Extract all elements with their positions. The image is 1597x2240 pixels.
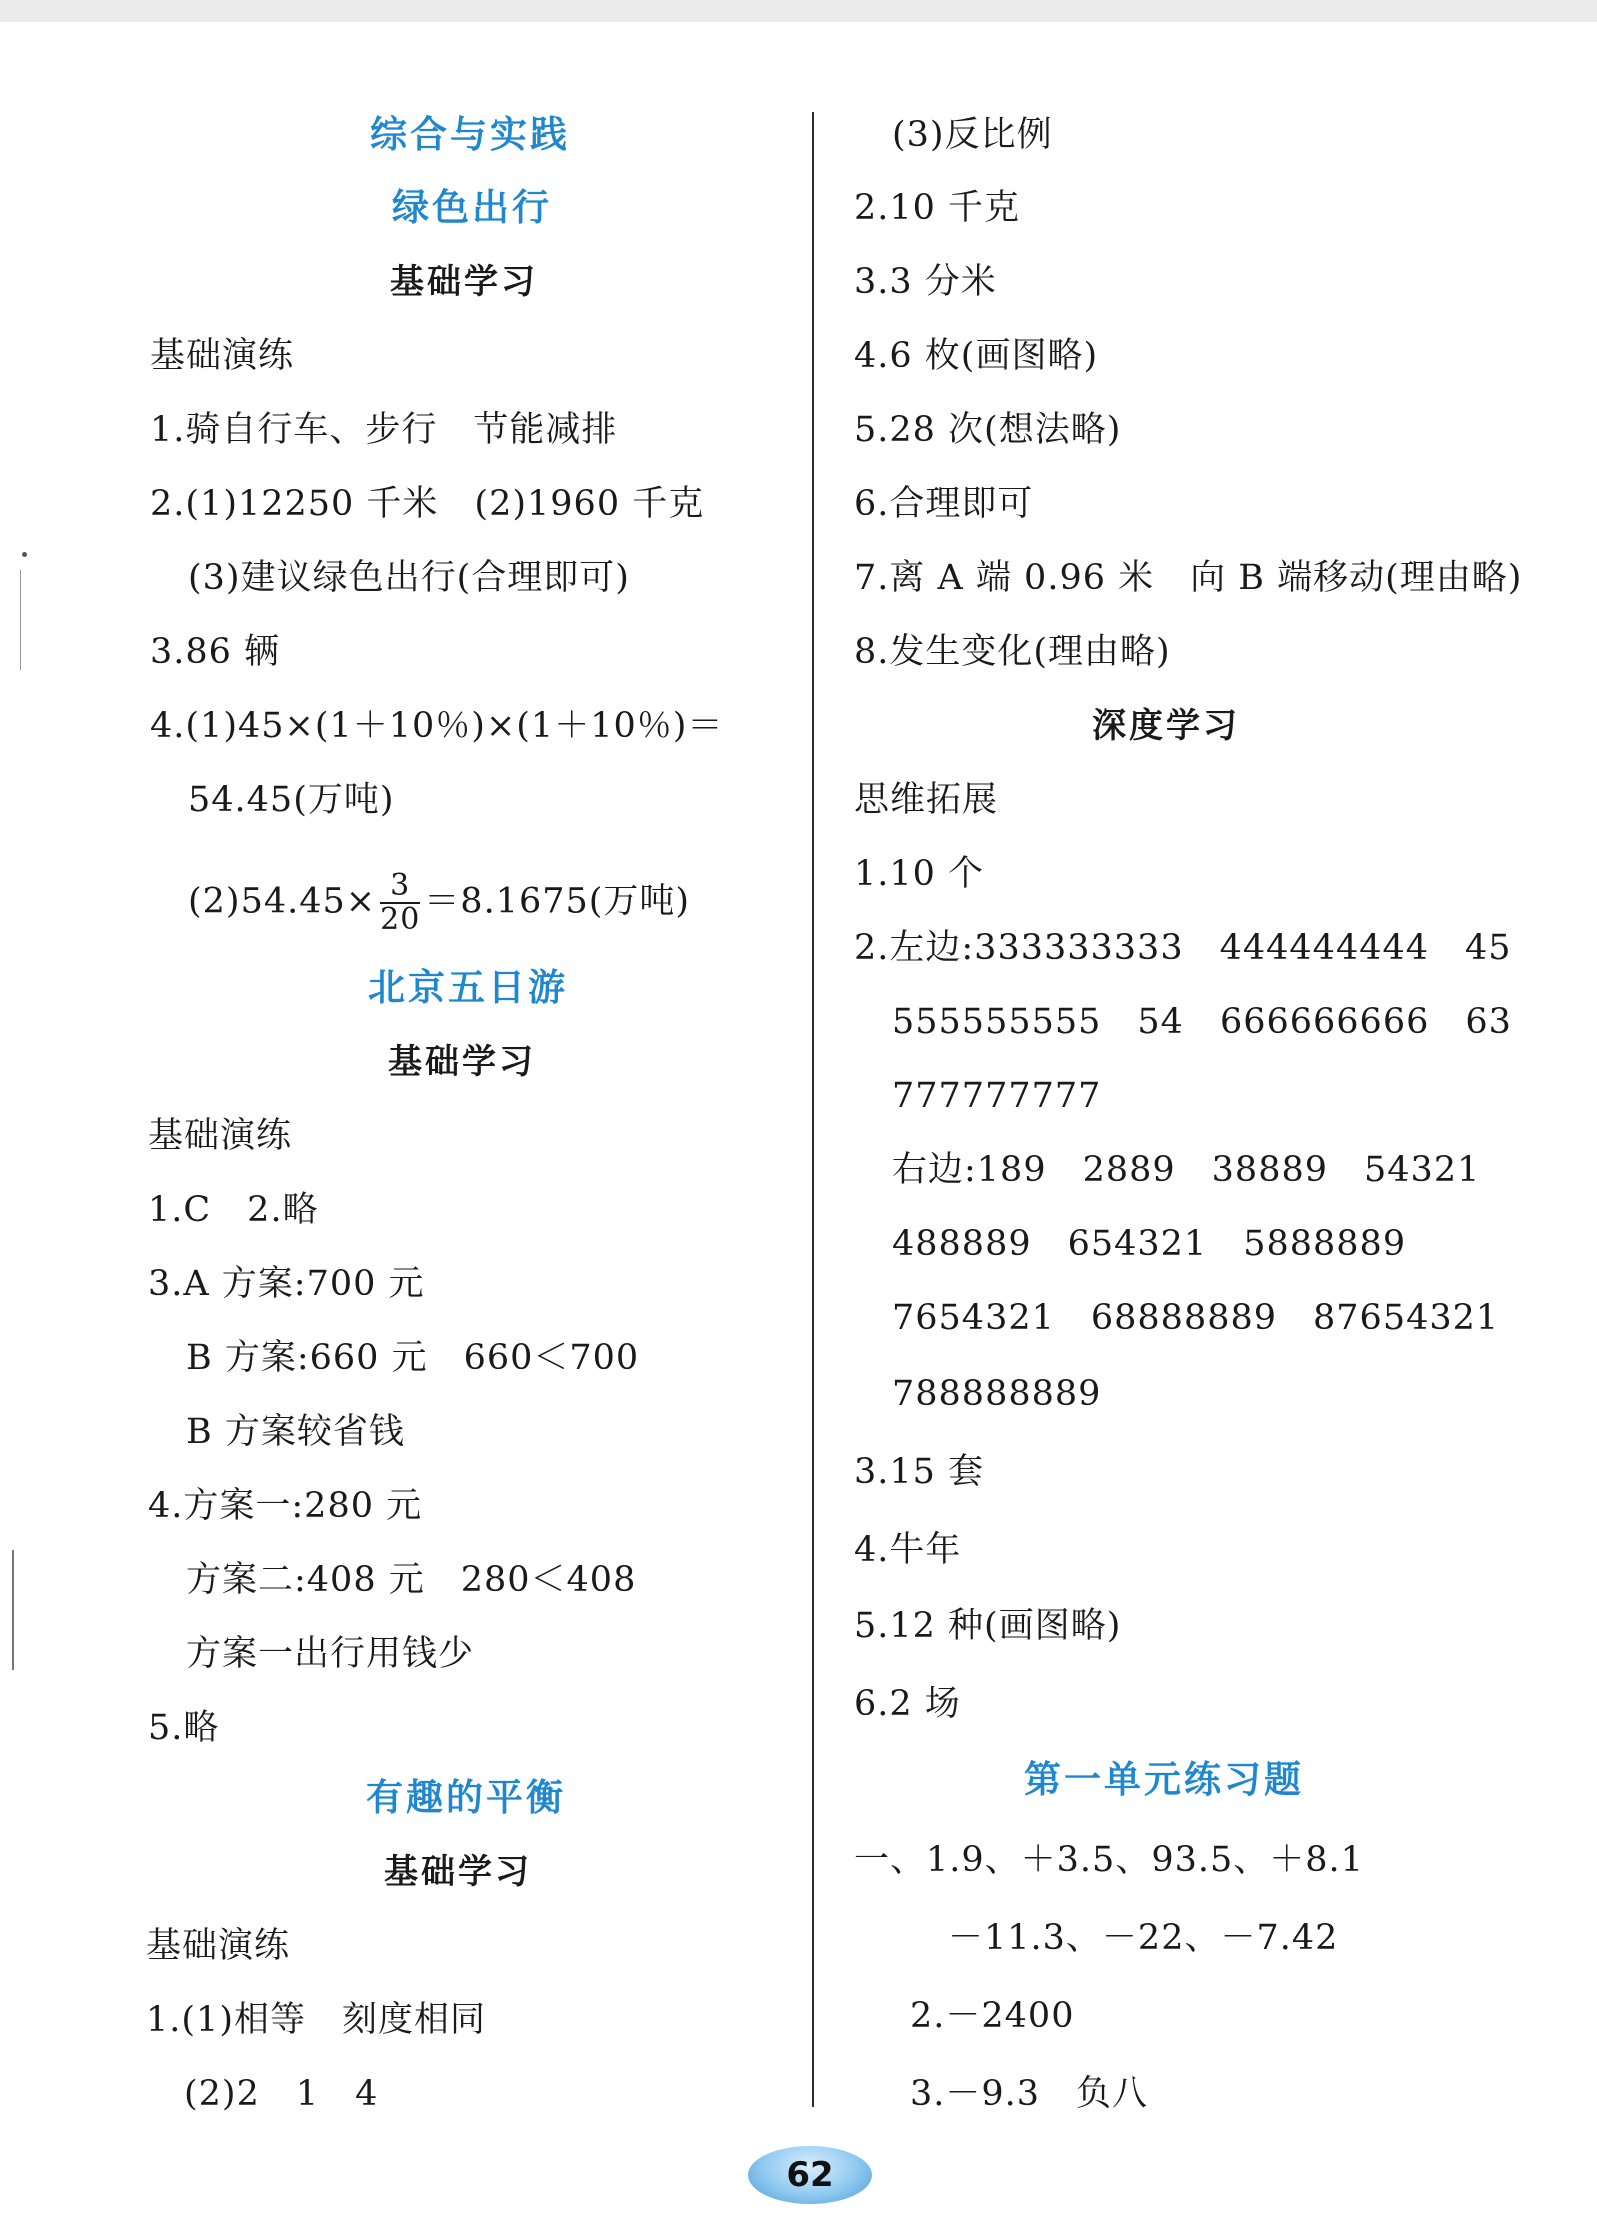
answer-line: 方案一出行用钱少: [186, 1634, 475, 1674]
answer-line: (2)2 1 4: [184, 2074, 379, 2114]
page-number: 62: [786, 2155, 834, 2195]
binding-mark: [12, 1550, 14, 1670]
answer-line: 2.(1)12250 千米 (2)1960 千克: [150, 484, 705, 524]
exercise-label: 思维拓展: [854, 780, 999, 820]
answer-line: 4.牛年: [854, 1530, 962, 1570]
exercise-label: 基础演练: [146, 1926, 291, 1966]
fraction-denominator: 20: [380, 902, 421, 937]
answer-line: 3.86 辆: [150, 632, 281, 672]
answer-line: 488889 654321 5888889: [892, 1224, 1407, 1264]
answer-line: 3.15 套: [854, 1452, 985, 1492]
answer-line: 3.A 方案:700 元: [148, 1264, 425, 1304]
section-heading: 第一单元练习题: [1024, 1758, 1304, 1801]
sub-heading: 深度学习: [1092, 706, 1240, 746]
answer-line: 5.12 种(画图略): [854, 1606, 1122, 1646]
top-band: [0, 0, 1597, 22]
answer-line: 8.发生变化(理由略): [854, 632, 1171, 672]
answer-line: 2.左边:333333333 444444444 45: [854, 928, 1512, 968]
binding-mark: [22, 552, 27, 557]
answer-line: 4.方案一:280 元: [148, 1486, 423, 1526]
answer-line: B 方案较省钱: [186, 1412, 405, 1452]
column-divider: [812, 112, 814, 2107]
answer-line: －11.3、－22、－7.42: [948, 1918, 1339, 1958]
answer-line: 4.(1)45×(1＋10％)×(1＋10％)＝: [150, 706, 724, 746]
answer-line: 一、1.9、＋3.5、93.5、＋8.1: [854, 1840, 1364, 1880]
answer-line: 3.－9.3 负八: [910, 2074, 1149, 2114]
section-title: 综合与实践: [370, 113, 570, 156]
fraction: [380, 870, 420, 936]
fraction-prefix: (2)54.45×: [188, 881, 377, 922]
answer-line: 7.离 A 端 0.96 米 向 B 端移动(理由略): [854, 558, 1523, 598]
answer-line: 1.(1)相等 刻度相同: [146, 2000, 486, 2040]
answer-line: 5.28 次(想法略): [854, 410, 1122, 450]
answer-line: (3)建议绿色出行(合理即可): [188, 558, 630, 598]
answer-line: 6.2 场: [854, 1684, 961, 1724]
sub-heading: 基础学习: [390, 262, 538, 302]
fraction-suffix: ＝8.1675(万吨): [424, 881, 691, 922]
answer-line: 54.45(万吨): [188, 780, 395, 820]
section-heading: 北京五日游: [368, 966, 568, 1009]
exercise-label: 基础演练: [150, 336, 295, 376]
answer-line: 4.6 枚(画图略): [854, 336, 1099, 376]
answer-line: 7654321 68888889 87654321: [892, 1298, 1500, 1338]
answer-line: 3.3 分米: [854, 262, 997, 302]
answer-line: 1.C 2.略: [148, 1190, 319, 1230]
answer-line: 2.－2400: [910, 1996, 1075, 2036]
answer-line: 555555555 54 666666666 63: [892, 1002, 1512, 1042]
answer-line: 右边:189 2889 38889 54321: [892, 1150, 1481, 1190]
answer-line: (3)反比例: [892, 115, 1053, 155]
answer-line: 2.10 千克: [854, 188, 1021, 228]
answer-line: 1.10 个: [854, 854, 985, 894]
sub-heading: 基础学习: [388, 1042, 536, 1082]
section-heading: 绿色出行: [392, 186, 552, 229]
section-heading: 有趣的平衡: [366, 1776, 566, 1819]
sub-heading: 基础学习: [384, 1852, 532, 1892]
fraction-numerator: 3: [380, 870, 420, 904]
answer-line: 777777777: [892, 1076, 1102, 1116]
answer-line: 1.骑自行车、步行 节能减排: [150, 410, 618, 450]
page-number-badge: [748, 2146, 872, 2204]
answer-line: 方案二:408 元 280＜408: [186, 1560, 637, 1600]
answer-line-fraction: [188, 870, 690, 936]
exercise-label: 基础演练: [148, 1116, 293, 1156]
answer-line: 788888889: [892, 1374, 1102, 1414]
answer-line: B 方案:660 元 660＜700: [186, 1338, 640, 1378]
binding-mark: [20, 570, 21, 670]
answer-line: 6.合理即可: [854, 484, 1034, 524]
answer-line: 5.略: [148, 1708, 220, 1748]
